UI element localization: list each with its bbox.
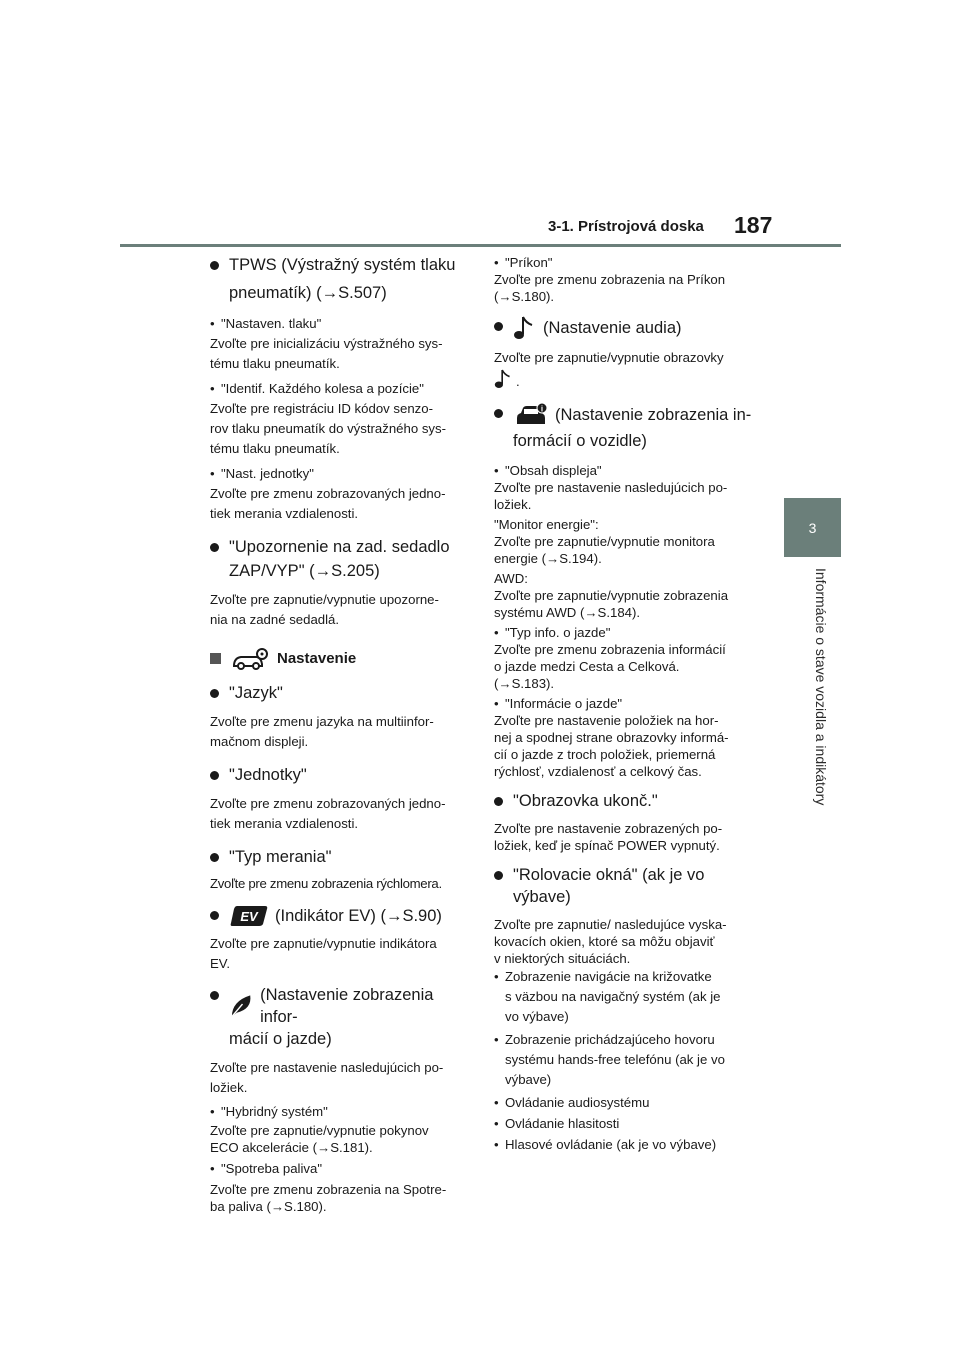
list-item: • "Informácie o jazde": [494, 695, 758, 712]
text-line: tému tlaku pneumatík.: [210, 356, 340, 371]
bullet-dot: [494, 409, 503, 418]
audio-heading: [494, 315, 758, 341]
list-item: • Ovládanie hlasitosti: [494, 1114, 758, 1134]
text-line: Zvoľte pre zapnutie/vypnutie obrazovky: [494, 350, 724, 365]
meter-type-heading: [210, 846, 468, 868]
list-item: • "Hybridný systém": [210, 1102, 468, 1122]
text-line: Zvoľte pre nastavenie nasledujúcich po-: [210, 1060, 444, 1075]
vehicle-info-body: [494, 462, 758, 780]
text-line: Zvoľte pre zmenu zobrazovaných jedno-: [210, 796, 446, 811]
text-line: AWD:: [494, 571, 528, 586]
heading-line: formácií o vozidle): [513, 432, 647, 450]
heading-line: "Rolovacie okná" (ak je vo výbave): [513, 866, 705, 906]
text-line: Zvoľte pre zmenu zobrazenia rýchlomera.: [210, 876, 442, 891]
text-line: vo výbave): [505, 1009, 569, 1024]
ev-body: [210, 934, 468, 974]
vehicle-info-heading: [494, 402, 758, 452]
heading-line: pneumatík) (→S.507): [229, 284, 387, 302]
svg-text:EV: EV: [240, 909, 258, 924]
heading-line: mácií o jazde): [229, 1030, 332, 1048]
units-body: [210, 794, 468, 834]
music-note-icon: [494, 368, 512, 390]
text-line: ECO akcelerácie (→S.181).: [210, 1140, 373, 1155]
text-line: Zvoľte pre nastavenie položiek na hor-: [494, 713, 719, 728]
list-item: • "Identif. Každého kolesa a pozície": [210, 379, 468, 399]
eco-body-3: [210, 1156, 468, 1179]
rear-seat-body: [210, 590, 468, 630]
end-screen-body: [494, 820, 758, 854]
heading-line: (Nastavenie zobrazenia infor-: [260, 986, 434, 1026]
text-line: cií o jazde z troch položiek, priemerná: [494, 747, 716, 762]
text-line: Zvoľte pre zmenu jazyka na multiinfor-: [210, 714, 434, 729]
bullet-dot: [210, 911, 219, 920]
bullet-dot: [210, 689, 219, 698]
text-line: Zvoľte pre registráciu ID kódov senzo-: [210, 401, 433, 416]
text-line: Zvoľte pre zapnutie/vypnutie monitora: [494, 534, 715, 549]
text-line: Zvoľte pre zmenu zobrazenia na Príkon: [494, 272, 726, 287]
bullet-dot: [494, 871, 503, 880]
settings-heading-label: Nastavenie: [277, 649, 357, 667]
text-line: .: [516, 374, 520, 389]
text-line: rov tlaku pneumatík do výstražného sys-: [210, 421, 447, 436]
chapter-number: 3: [808, 519, 817, 536]
text-line: Zvoľte pre nastavenie zobrazených po-: [494, 821, 723, 836]
text-line: tému tlaku pneumatík.: [210, 441, 340, 456]
text-line: "Monitor energie":: [494, 517, 599, 532]
rear-seat-heading: [210, 536, 468, 582]
heading-line: "Jednotky": [229, 766, 307, 784]
text-line: Zvoľte pre zmenu zobrazovaných jedno-: [210, 486, 446, 501]
text-line: Zvoľte pre zapnutie/vypnutie indikátora: [210, 936, 437, 951]
section-title: 3-1. Prístrojová doska: [548, 218, 704, 235]
heading-line: (Indikátor EV) (→S.90): [275, 907, 442, 925]
heading-line: "Jazyk": [229, 684, 283, 702]
chapter-title: Informácie o stave vozidla a indikátory: [813, 568, 829, 806]
text-line: tiek merania vzdialenosti.: [210, 816, 359, 831]
popup-heading: [494, 864, 758, 908]
heading-line: TPWS (Výstražný systém tlaku: [229, 256, 456, 274]
left-column: [210, 254, 468, 1215]
list-item: • "Obsah displeja": [494, 462, 758, 479]
text-line: s väzbou na navigačný systém (ak je: [505, 989, 721, 1004]
bullet-dot: [210, 991, 219, 1000]
units-heading: [210, 764, 468, 786]
popup-body: [494, 916, 758, 967]
chapter-tab: [784, 498, 841, 557]
list-item: • Ovládanie audiosystému: [494, 1093, 758, 1113]
right-column: [494, 254, 758, 1155]
text-line: ložiek.: [210, 1080, 248, 1095]
text-line: rýchlosť, vzdialenosť a celkový čas.: [494, 764, 702, 779]
text-line: mačnom displeji.: [210, 734, 309, 749]
list-item: • Hlasové ovládanie (ak je vo výbave): [494, 1135, 758, 1155]
prikon-body: [494, 254, 758, 305]
heading-line: "Upozornenie na zad. sedadlo: [229, 538, 450, 556]
eco-body-2: [210, 1122, 468, 1156]
meter-type-body: [210, 874, 468, 894]
list-item: • "Príkon": [494, 254, 758, 271]
text-line: (→S.180).: [494, 289, 555, 304]
text-line: Zvoľte pre zapnutie/vypnutie upozorne-: [210, 592, 439, 607]
text-line: Zvoľte pre zmenu zobrazenia informácií: [494, 642, 726, 657]
eco-heading: [210, 984, 468, 1050]
text-line: Zvoľte pre zmenu zobrazenia na Spotre-: [210, 1182, 447, 1197]
text-line: energie (→S.194).: [494, 551, 602, 566]
text-line: nia na zadné sedadlá.: [210, 612, 340, 627]
text-line: (→S.183).: [494, 676, 555, 691]
heading-line: (Nastavenie audia): [543, 319, 682, 337]
svg-text:i: i: [540, 404, 544, 414]
eco-leaf-icon: [229, 993, 254, 1019]
heading-line: "Obrazovka ukonč.": [513, 792, 658, 810]
text-line: systému AWD (→S.184).: [494, 605, 641, 620]
square-marker: [210, 653, 221, 664]
eco-body-4: [210, 1181, 468, 1215]
text-line: Zvoľte pre zapnutie/vypnutie zobrazenia: [494, 588, 729, 603]
popup-list: [494, 967, 758, 1155]
list-item: • Zobrazenie navigácie na križovatke: [494, 967, 758, 987]
text-line: nej a spodnej strane obrazovky informá-: [494, 730, 729, 745]
text-line: ložiek, keď je spínač POWER vypnutý.: [494, 838, 720, 853]
bullet-dot: [210, 853, 219, 862]
text-line: Zvoľte pre inicializáciu výstražného sys-: [210, 336, 443, 351]
header-rule: [120, 244, 841, 247]
bullet-dot: [494, 797, 503, 806]
bullet-dot: [210, 261, 219, 270]
text-line: výbave): [505, 1072, 552, 1087]
bullet-dot: [210, 543, 219, 552]
heading-line: "Typ merania": [229, 848, 332, 866]
ev-heading: [210, 904, 468, 928]
text-line: systému hands-free telefónu (ak je vo: [505, 1052, 725, 1067]
bullet-dot: [494, 322, 503, 331]
heading-line: (Nastavenie zobrazenia in-: [555, 406, 752, 424]
page-number: 187: [734, 212, 773, 238]
car-info-icon: [513, 402, 549, 428]
audio-body: [494, 349, 758, 390]
list-item: • Zobrazenie prichádzajúceho hovoru: [494, 1030, 758, 1050]
ev-indicator-icon: [229, 904, 269, 928]
music-note-icon: [513, 315, 535, 341]
end-screen-heading: [494, 790, 758, 812]
text-line: Zvoľte pre zapnutie/vypnutie pokynov: [210, 1123, 429, 1138]
language-heading: [210, 682, 468, 704]
tpws-heading: [210, 254, 468, 304]
eco-body: [210, 1058, 468, 1122]
text-line: tiek merania vzdialenosti.: [210, 506, 359, 521]
list-item: • "Nast. jednotky": [210, 464, 468, 484]
list-item: • "Spotreba paliva": [210, 1159, 468, 1179]
settings-heading: [210, 646, 468, 670]
text-line: EV.: [210, 956, 231, 971]
text-line: ložiek.: [494, 497, 532, 512]
text-line: ba paliva (→S.180).: [210, 1199, 327, 1214]
language-body: [210, 712, 468, 752]
list-item: • "Typ info. o jazde": [494, 624, 758, 641]
bullet-dot: [210, 771, 219, 780]
text-line: v niektorých situáciách.: [494, 951, 631, 966]
text-line: Zvoľte pre nastavenie nasledujúcich po-: [494, 480, 728, 495]
text-line: o jazde medzi Cesta a Celková.: [494, 659, 680, 674]
list-item: • "Nastaven. tlaku": [210, 314, 468, 334]
heading-line: ZAP/VYP" (→S.205): [229, 562, 380, 580]
tpws-body: [210, 314, 468, 524]
text-line: Zvoľte pre zapnutie/ nasledujúce vyska-: [494, 917, 727, 932]
text-line: kovacích okien, ktoré sa môžu objaviť: [494, 934, 715, 949]
car-gear-icon: [231, 646, 271, 670]
